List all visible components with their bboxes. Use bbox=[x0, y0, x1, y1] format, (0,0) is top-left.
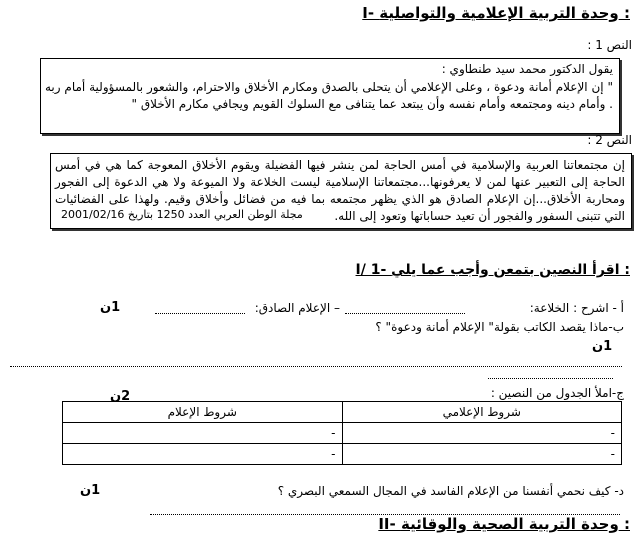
qa-answer-line-1[interactable] bbox=[345, 313, 465, 314]
qb-text: ب-ماذا يقصد الكاتب بقولة" الإعلام أمانة ودعوة" ؟ bbox=[375, 320, 624, 334]
qa-answer-line-2[interactable] bbox=[155, 313, 245, 314]
text1-box bbox=[40, 58, 620, 134]
text1-label: النص 1 : bbox=[587, 38, 632, 52]
table-cell[interactable]: - bbox=[342, 444, 622, 465]
table-cell[interactable]: - bbox=[63, 444, 343, 465]
table-row[interactable] bbox=[63, 444, 622, 465]
qb-points: 1ن bbox=[592, 339, 613, 354]
qa-text: أ - اشرح : الخلاعة: bbox=[529, 301, 624, 315]
section2-title: II- وحدة التربية الصحية والوقائية : bbox=[378, 515, 630, 533]
qd-points: 1ن bbox=[80, 483, 101, 498]
question1-title: I/ 1- اقرأ النصين بتمعن وأجب عما يلي : bbox=[355, 262, 630, 278]
qc-answer-line[interactable] bbox=[488, 378, 613, 379]
qb-answer-line[interactable] bbox=[10, 366, 622, 367]
qc-table bbox=[62, 401, 622, 465]
qa-points: 1ن bbox=[100, 300, 121, 315]
table-row[interactable] bbox=[63, 423, 622, 444]
table-header: شروط الإعلامي bbox=[342, 402, 622, 423]
table-cell[interactable]: - bbox=[63, 423, 343, 444]
text1-body: " إن الإعلام أمانة ودعوة ، وعلى الإعلامي أن يتحلى بالصدق ومكارم الأخلاق والاحترام، والشعور بالمسؤولية أمام ربه . وأمام دينه ومجتمعه وأمام نفسه وأن يبتعد عما يتنافى مع السلوك القويم ويجافي مكارم الأخلاق " bbox=[45, 80, 613, 111]
text2-box bbox=[50, 153, 632, 229]
table-cell[interactable]: - bbox=[342, 423, 622, 444]
table-header: شروط الإعلام bbox=[63, 402, 343, 423]
text1-intro: يقول الدكتور محمد سيد طنطاوي : bbox=[441, 62, 613, 76]
text2-label: النص 2 : bbox=[587, 133, 632, 147]
section1-title: I- وحدة التربية الإعلامية والتواصلية : bbox=[362, 4, 630, 22]
text2-source: مجلة الوطن العربي العدد 1250 بتاريخ 2001/02/16 bbox=[61, 208, 303, 221]
qd-text: د- كيف نحمي أنفسنا من الإعلام الفاسد في المجال السمعي البصري ؟ bbox=[277, 484, 624, 498]
text2-body: إن مجتمعاتنا العربية والإسلامية في أمس الحاجة لمن ينشر فيها الفضيلة ويقوم الأخلاق المعوجة كما هي في أمس الحاجة إلى التعبير عنها لمن لا يعرفونها...مجتمعاتنا الإسلامية ليست الخلاعة ولا الميوعة ولا هي الدعوة إلى الفجور ومحاربة الأخلاق...إن الإعلام الصادق هو الذي يظهر مجتمعه بما فيه من فضائل وأخلاق وقيم. ولهذا على الفضائيات التي تتبنى السفور والفجور أن تعيد حساباتها وتعود إلى الله. bbox=[55, 158, 625, 223]
qa-text2: – الإعلام الصادق: bbox=[254, 301, 340, 315]
table-header-row bbox=[63, 402, 622, 423]
qc-text: ج-املأ الجدول من النصين : bbox=[490, 386, 624, 400]
qc-points: 2ن bbox=[110, 389, 131, 404]
